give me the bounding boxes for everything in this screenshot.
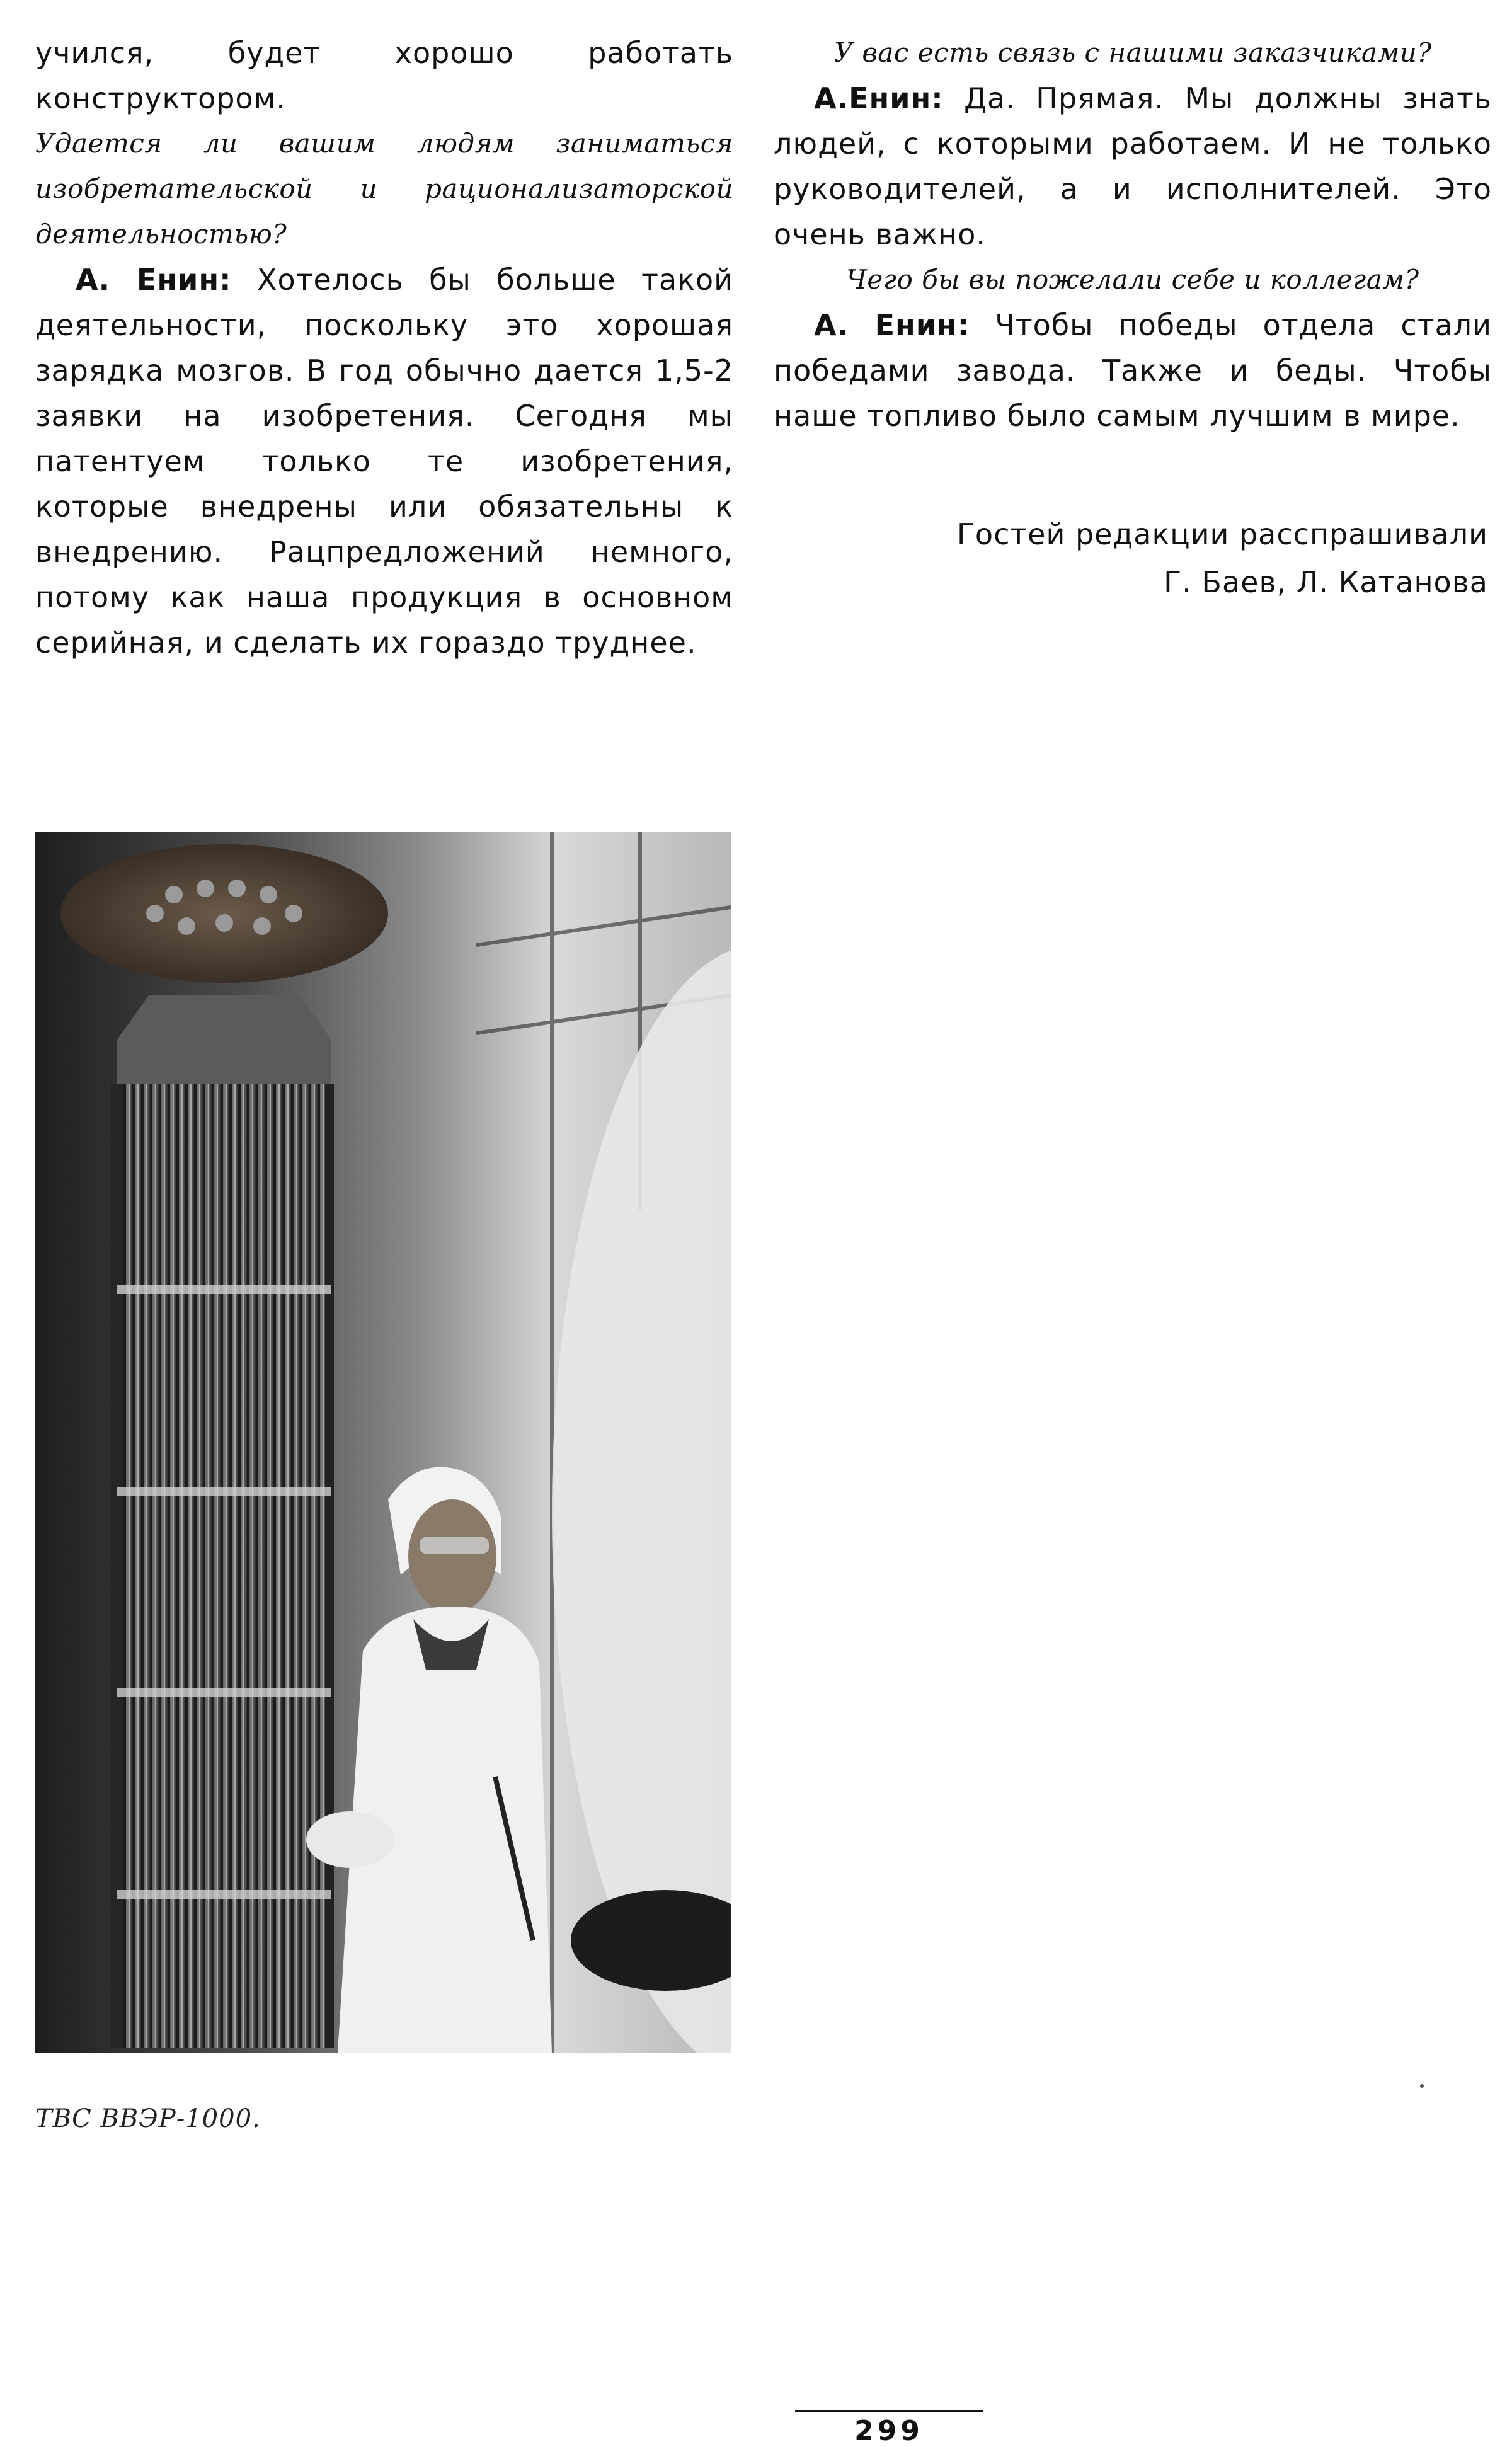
answer-text: Да. Прямая. Мы должны знать людей, с которыми работаем. И не только руководителей, а и исполнителей. Это очень важно. [774, 81, 1492, 251]
answer-inventions [35, 257, 733, 665]
left-column [35, 30, 733, 665]
credits-line-1: Гостей редакции расспрашивали [956, 517, 1488, 551]
paragraph-continuation: учился, будет хорошо работать конструктором. [35, 36, 733, 115]
speaker-name: А. Енин: [76, 263, 232, 297]
answer-wishes [774, 302, 1492, 438]
footer-rule [795, 2410, 983, 2412]
question-wishes: Чего бы вы пожелали себе и коллегам? [846, 264, 1419, 295]
interview-credits [957, 510, 1488, 606]
answer-text: Хотелось бы больше такой деятельности, поскольку это хорошая зарядка мозгов. В год обычно дается 1,5-2 заявки на изобретения. Сегодня мы патентуем только те изобретения, которые внедрены или обязательны к внедрению. Рацпредложений немного, потому как наша продукция в основном серийная, и сделать их гораздо труднее. [35, 263, 733, 660]
speaker-name: А.Енин: [814, 81, 944, 115]
print-speck [1420, 2084, 1424, 2088]
page-number: 299 [854, 2415, 924, 2447]
answer-customers [774, 76, 1492, 257]
photo-illustration [35, 832, 731, 2053]
fuel-assembly-photo [35, 832, 731, 2053]
question-customers: У вас есть связь с нашими заказчиками? [833, 37, 1432, 68]
right-column [774, 30, 1492, 438]
photo-caption: ТВС ВВЭР-1000. [35, 2104, 261, 2133]
answer-text: Чтобы победы отдела стали победами завода. Также и беды. Чтобы наше топливо было самым лучшим в мире. [774, 308, 1492, 433]
speaker-name: А. Енин: [814, 308, 970, 342]
question-inventions: Удается ли вашим людям заниматься изобретательской и рационализаторской деятельностью? [35, 128, 733, 249]
credits-authors: Г. Баев, Л. Катанова [1164, 565, 1488, 599]
